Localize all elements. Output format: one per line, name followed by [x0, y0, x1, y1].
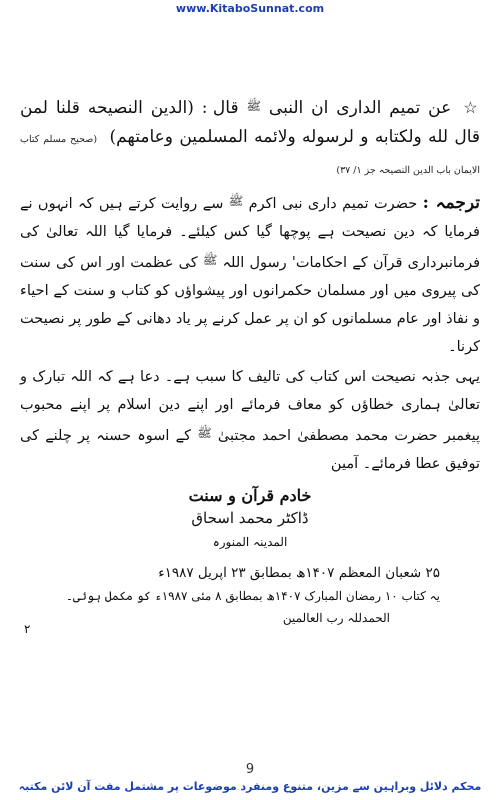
dua-paragraph	[20, 363, 480, 478]
salutation-glyph: ﷺ	[202, 253, 218, 267]
salutation-glyph: ﷺ	[246, 99, 261, 113]
signature-date: ۲۵ شعبان المعظم ۱۴۰۷ھ بمطابق ۲۳ اپریل ۱۹۸۷ء	[158, 565, 440, 581]
author-place: المدینہ المنورہ	[212, 535, 288, 549]
footer-tagline: محکم دلائل وبراہین سے مزین، متنوع ومنفرد موضوعات پر مشتمل مفت آن لائن مکتبہ	[18, 780, 482, 793]
translation-part-2: سے روایت کرتے ہیں کہ انہوں نے فرمایا کہ دین نصیحت ہے پوچھا گیا کس کیلئے۔ فرمایا گیا اللہ تعالیٰ کی فرمانبرداری قرآن کے احکامات' رسول اللہ	[20, 196, 481, 271]
star-icon: ☆	[463, 98, 481, 117]
hadith-text-before: عن تميم الداری ان النبی	[268, 98, 452, 118]
site-url-link[interactable]: www.KitaboSunnat.com	[175, 2, 325, 15]
dua-part-2: کے اسوہ حسنہ پر چلنے کی توفیق عطا فرمائے۔ آمین	[20, 428, 480, 472]
hadith-text-after: قال : (الدین النصیحه قلنا لمن قال لله ولکتابه و لرسوله ولائمه المسلمین وعامتهم)	[20, 98, 481, 147]
page-number: 9	[245, 762, 255, 777]
salutation-glyph: ﷺ	[228, 194, 244, 208]
dua-part-1: یہی جذبہ نصیحت اس کتاب کی تالیف کا سبب ہے۔ دعا ہے کہ اللہ تبارک و تعالیٰ ہماری خطاؤں کو معاف فرمائے اور اپنے دین اسلام پر اپنے محبوب پیغمبر حضرت محمد مصطفیٰ احمد مجتبیٰ	[20, 369, 480, 444]
translation-label: ترجمہ :	[422, 193, 480, 213]
margin-mark: ۲	[24, 622, 31, 636]
salutation-glyph: ﷺ	[197, 426, 212, 440]
translation-part-3: کی عظمت اور اس کی سنت کی پیروی میں اور مسلمان حکمرانوں اور پیشواؤں کو کتاب و سنت کے احیاء و نفاذ اور عام مسلمانوں کو ان پر عمل کرنے پر یاد دھانی کے طور پر نصیحت کرنا۔	[20, 255, 480, 355]
translation-part-1: حضرت تمیم داری نبی اکرم	[248, 196, 418, 212]
author-name: ڈاکٹر محمد اسحاق	[191, 509, 309, 527]
hadith-reference: (صحیح مسلم کتاب الایمان باب الدین النصیحہ جز ۱/ ۳۷)	[20, 134, 480, 176]
completion-note: یہ کتاب ۱۰ رمضان المبارک ۱۴۰۷ھ بمطابق ۸ مئی ۱۹۸۷ء کو مکمل ہوئی۔	[65, 589, 440, 603]
translation-paragraph	[20, 187, 480, 361]
page-body	[20, 92, 480, 625]
closing-hamd: الحمدللہ رب العالمین	[282, 611, 390, 625]
hadith-arabic	[20, 92, 480, 185]
signature-title: خادم قرآن و سنت	[188, 486, 312, 505]
